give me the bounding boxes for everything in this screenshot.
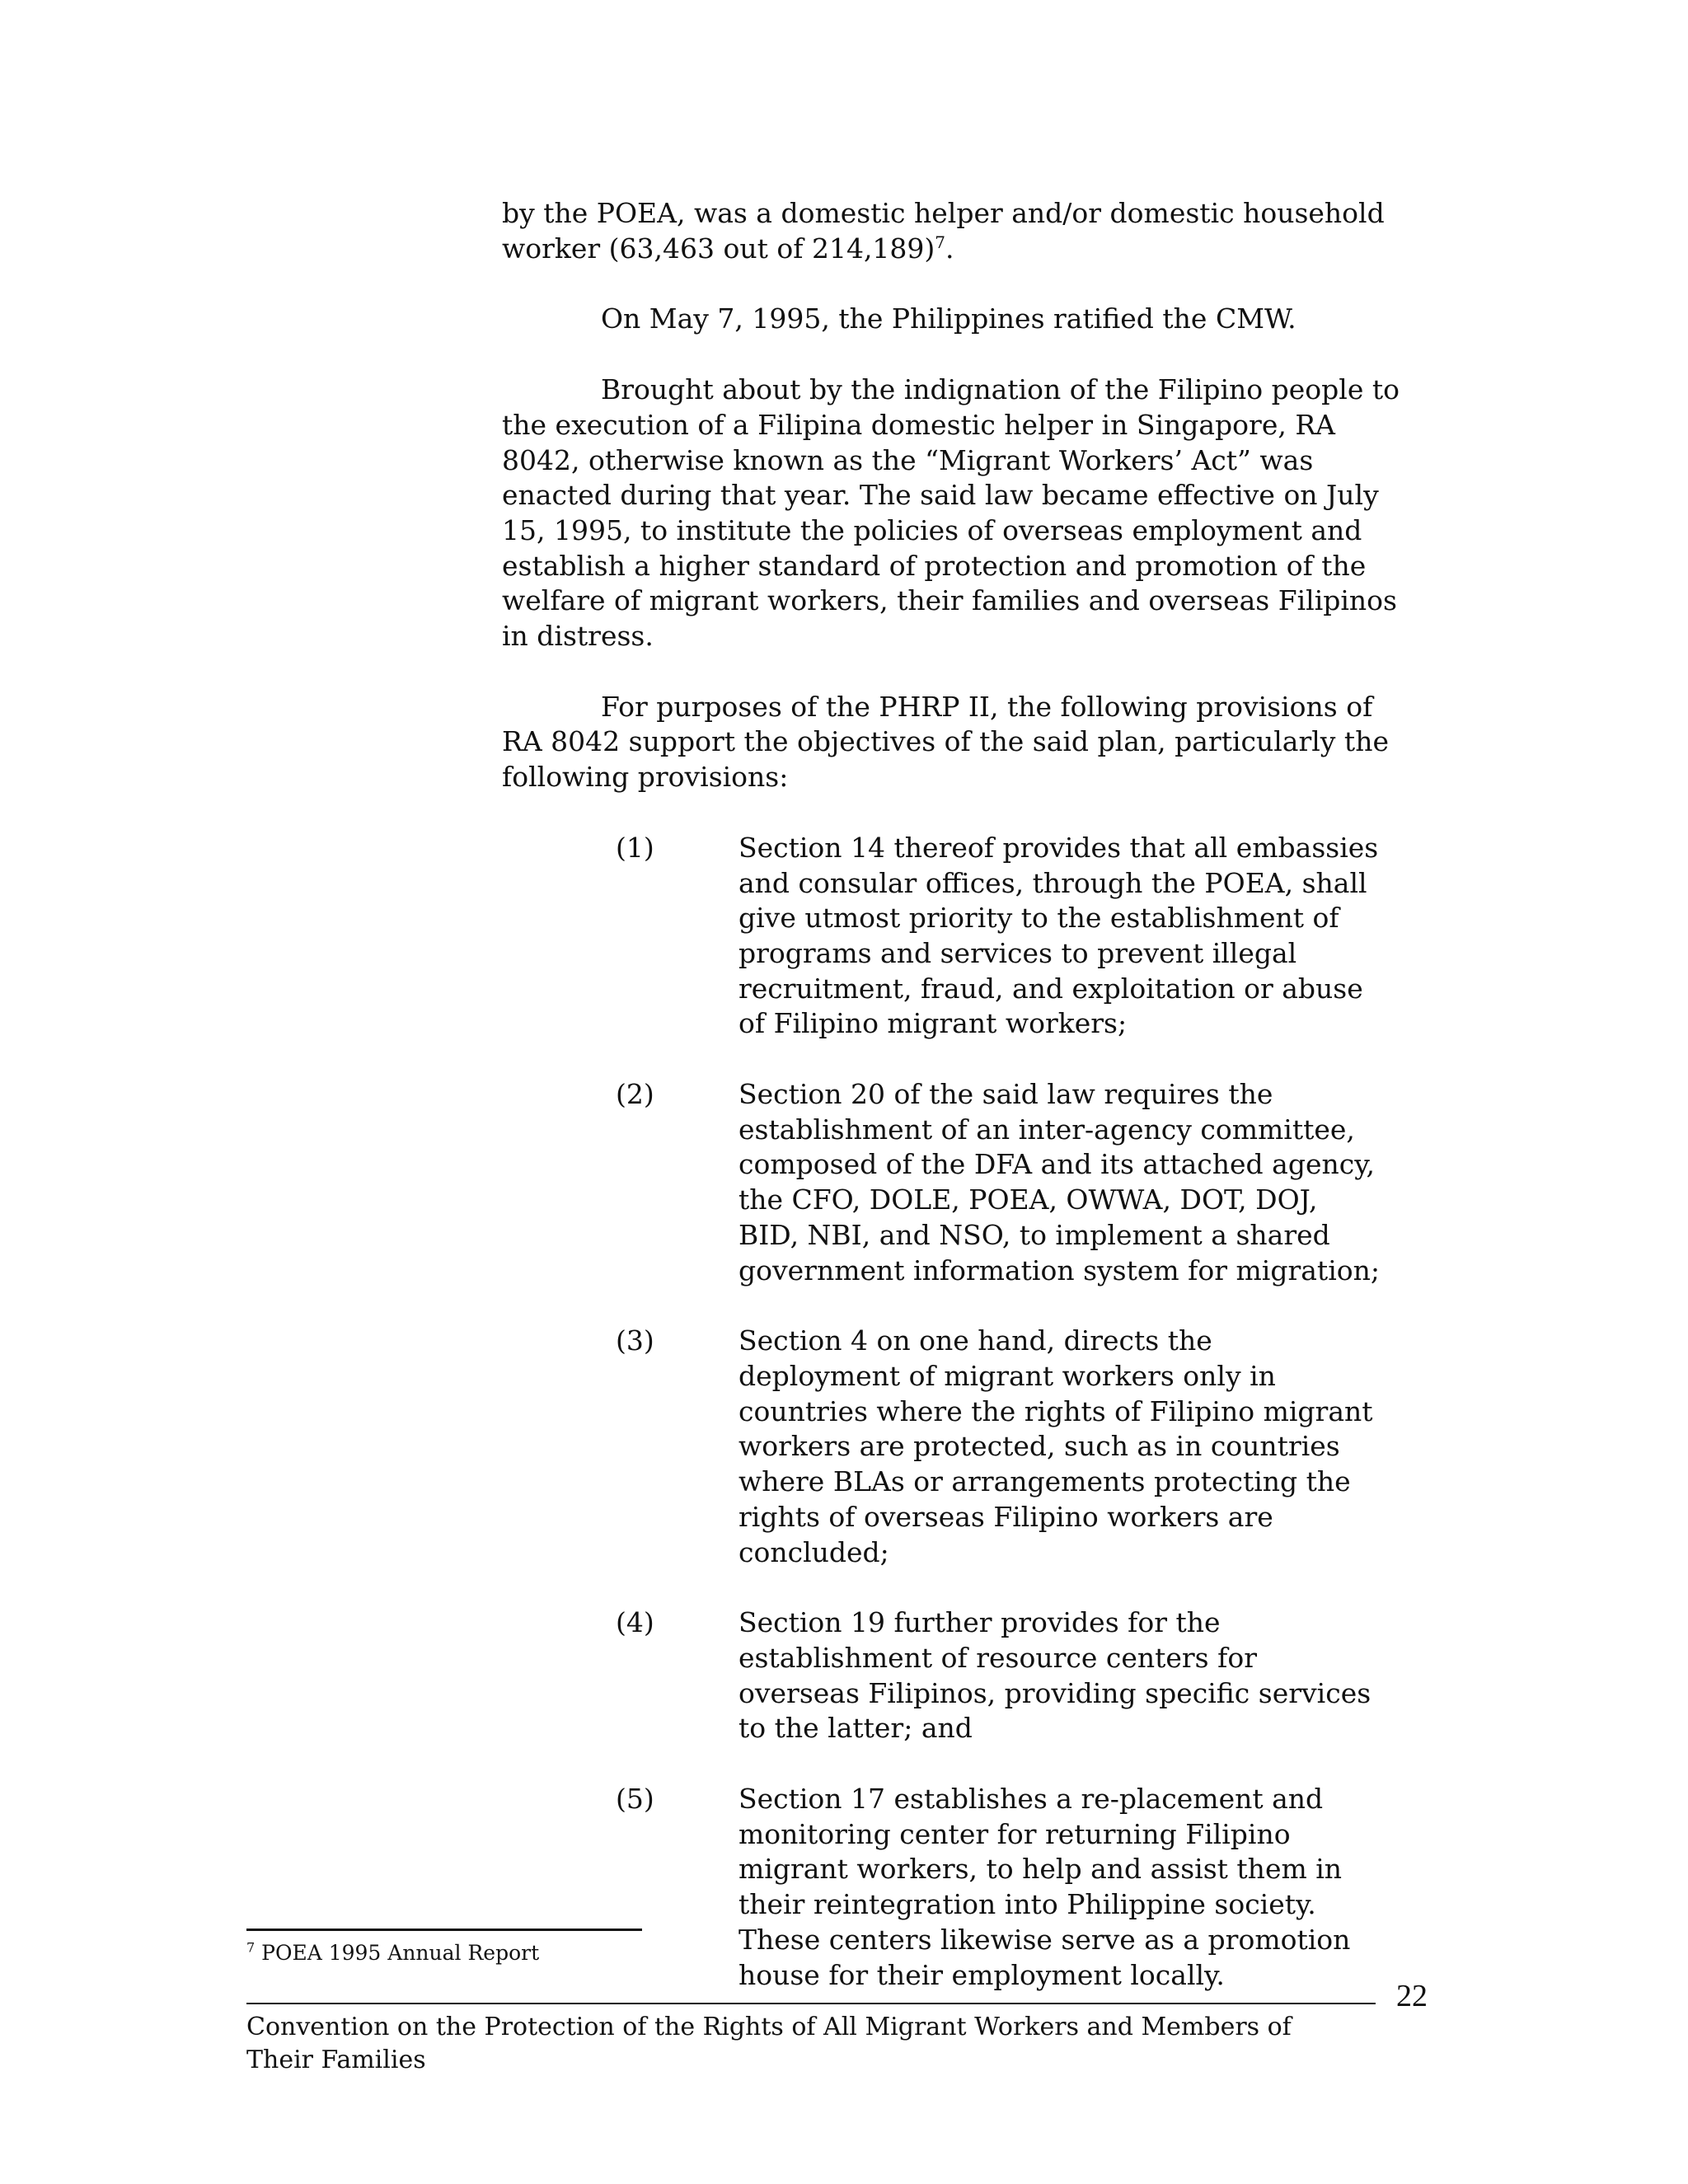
footnote-reference: 7 (935, 232, 946, 252)
list-item: (2) Section 20 of the said law requires the establishment of an inter-agency committee, composed of the DFA and its attached agency, the CFO, DOLE, POEA, OWWA, DOT, DOJ, BID, NBI, and NSO, to implement a shared government information system for migration; (502, 1077, 1417, 1288)
list-item-text: Section 14 thereof provides that all embassies and consular offices, through the POEA, shall give utmost priority to the establishment of programs and services to prevent illegal recruitment, fraud, and exploitation or abuse of Filipino migrant workers; (738, 831, 1379, 1040)
footnote-separator (246, 1929, 642, 1931)
list-item: (3) Section 4 on one hand, directs the deployment of migrant workers only in countries where the rights of Filipino migrant workers are protected, such as in countries where BLAs or arrangements protecting the rights of overseas Filipino workers are concluded; (502, 1324, 1417, 1570)
paragraph-end: . (945, 232, 954, 265)
footnote-text: POEA 1995 Annual Report (255, 1941, 540, 1965)
list-item-text: Section 17 establishes a re-placement and monitoring center for returning Filipino migrant workers, to help and assist them in their reintegration into Philippine society. These centers likewise serve as a promotion house for their employment locally. (738, 1783, 1351, 1991)
paragraph-text: by the POEA, was a domestic helper and/or domestic household worker (63,463 out of 214,189) (502, 197, 1385, 265)
footer-title: Convention on the Protection of the Rights of All Migrant Workers and Members of Their Families (246, 2013, 1292, 2074)
paragraph-continuation (502, 196, 1417, 266)
paragraph-provisions-intro: For purposes of the PHRP II, the following provisions of RA 8042 support the objectives of the said plan, particularly the following provisions: (502, 690, 1389, 794)
list-item: (4) Section 19 further provides for the establishment of resource centers for overseas Filipinos, providing specific services to the latter; and (502, 1605, 1417, 1746)
provisions-list (502, 831, 1417, 1993)
footer-divider (246, 2003, 1376, 2004)
footnote (246, 1940, 539, 1966)
list-item: (1) Section 14 thereof provides that all embassies and consular offices, through the POEA, shall give utmost priority to the establishment of programs and services to prevent illegal recruitment, fraud, and exploitation or abuse of Filipino migrant workers; (502, 831, 1417, 1042)
footnote-marker: 7 (246, 1939, 256, 1956)
paragraph-ra8042: Brought about by the indignation of the Filipino people to the execution of a Filipina domestic helper in Singapore, RA 8042, otherwise known as the “Migrant Workers’ Act” was enacted during that year. The said law became effective on July 15, 1995, to institute the policies of overseas employment and establish a higher standard of protection and promotion of the welfare of migrant workers, their families and overseas Filipinos in distress. (502, 373, 1400, 653)
page-number: 22 (1396, 1979, 1428, 2013)
body-text (502, 196, 1417, 2028)
list-item: (5) Section 17 establishes a re-placement and monitoring center for returning Filipino migrant workers, to help and assist them in their reintegration into Philippine society. These centers likewise serve as a promotion house for their employment locally. (502, 1782, 1417, 1993)
list-item-text: Section 20 of the said law requires the establishment of an inter-agency committee, composed of the DFA and its attached agency, the CFO, DOLE, POEA, OWWA, DOT, DOJ, BID, NBI, and NSO, to implement a shared government information system for migration; (738, 1078, 1380, 1286)
paragraph-ratification: On May 7, 1995, the Philippines ratified the CMW. (601, 302, 1296, 335)
list-item-text: Section 4 on one hand, directs the deployment of migrant workers only in countries where the rights of Filipino migrant workers are protected, such as in countries where BLAs or arrangements protecting the rights of overseas Filipino workers are concluded; (738, 1324, 1373, 1568)
list-item-text: Section 19 further provides for the establishment of resource centers for overseas Filipinos, providing specific services to the latter; and (738, 1606, 1372, 1745)
